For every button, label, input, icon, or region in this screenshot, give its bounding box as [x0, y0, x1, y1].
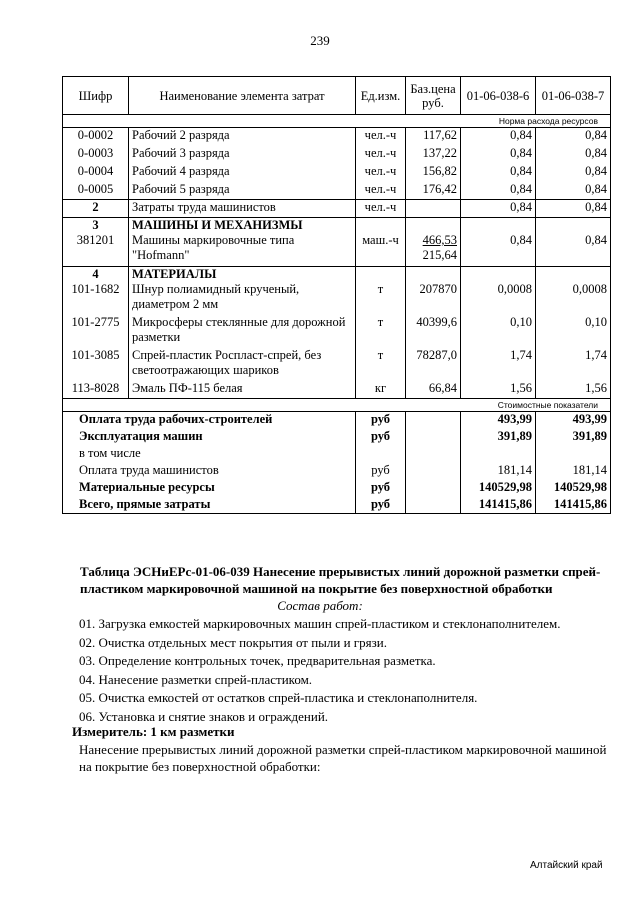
total-value-1: 391,89 [461, 429, 536, 446]
row-code: 381201 [63, 233, 129, 266]
row-value-2: 0,10 [536, 315, 611, 348]
list-item: 03. Определение контрольных точек, предварительная разметка. [79, 653, 436, 669]
section-code: 4 [63, 266, 129, 282]
total-value-2: 140529,98 [536, 480, 611, 497]
row-value-1: 0,84 [461, 200, 536, 218]
section-description: Нанесение прерывистых линий дорожной разметки спрей-пластиком маркировочной машиной на покрытие без поверхностной обработки: [79, 742, 607, 774]
row-price: 40399,6 [406, 315, 461, 348]
total-row [63, 412, 611, 429]
row-price-cell [406, 233, 461, 266]
table-row [63, 315, 611, 348]
row-value-2: 0,84 [536, 128, 611, 146]
row-unit: т [356, 348, 406, 381]
row-code: 0-0004 [63, 164, 129, 182]
row-price: 156,82 [406, 164, 461, 182]
row-value-2: 0,0008 [536, 282, 611, 315]
total-unit: руб [356, 480, 406, 497]
total-row [63, 480, 611, 497]
row-price: 176,42 [406, 182, 461, 200]
works-list [79, 615, 609, 727]
row-price: 66,84 [406, 381, 461, 399]
cost-band-label: Стоимостные показатели [63, 399, 611, 412]
row-value-2: 0,84 [536, 200, 611, 218]
row-unit: кг [356, 381, 406, 399]
row-unit: чел.-ч [356, 128, 406, 146]
footer-region: Алтайский край [530, 860, 603, 871]
row-name: Рабочий 5 разряда [129, 182, 356, 200]
list-item: 05. Очистка емкостей от остатков спрей-пластика и стеклонаполнителя. [79, 690, 478, 706]
row-value-1: 0,84 [461, 128, 536, 146]
table-row [63, 233, 611, 266]
row-name: Рабочий 4 разряда [129, 164, 356, 182]
row-unit: маш.-ч [356, 233, 406, 266]
row-value-1: 0,84 [461, 164, 536, 182]
norm-band-label: Норма расхода ресурсов [63, 115, 611, 128]
total-unit: руб [356, 497, 406, 514]
row-price-secondary: 215,64 [422, 248, 457, 262]
row-name: Рабочий 2 разряда [129, 128, 356, 146]
table-section-row [63, 218, 611, 234]
row-value-2: 0,84 [536, 182, 611, 200]
row-name: Шнур полиамидный крученый, диаметром 2 мм [129, 282, 356, 315]
row-unit: чел.-ч [356, 164, 406, 182]
cost-band-row [63, 399, 611, 412]
row-value-1: 0,10 [461, 315, 536, 348]
table-row [63, 282, 611, 315]
row-code: 0-0005 [63, 182, 129, 200]
total-value-2 [536, 446, 611, 463]
total-value-1: 181,14 [461, 463, 536, 480]
table-section-row [63, 266, 611, 282]
row-value-1: 1,56 [461, 381, 536, 399]
total-name: Оплата труда машинистов [63, 463, 356, 480]
row-code: 101-3085 [63, 348, 129, 381]
row-price: 466,53 [422, 233, 457, 247]
row-price: 78287,0 [406, 348, 461, 381]
header-unit: Ед.изм. [356, 77, 406, 115]
list-item: 04. Нанесение разметки спрей-пластиком. [79, 671, 313, 687]
table-row [63, 128, 611, 146]
table-row [63, 200, 611, 218]
row-code: 113-8028 [63, 381, 129, 399]
header-col-1: 01-06-038-6 [461, 77, 536, 115]
row-code: 0-0002 [63, 128, 129, 146]
total-unit [356, 446, 406, 463]
header-col-2: 01-06-038-7 [536, 77, 611, 115]
total-value-1: 140529,98 [461, 480, 536, 497]
list-item: 02. Очистка отдельных мест покрытия от пыли и грязи. [79, 634, 387, 650]
total-value-2: 141415,86 [536, 497, 611, 514]
row-name: Эмаль ПФ-115 белая [129, 381, 356, 399]
norm-band-row [63, 115, 611, 128]
row-value-1: 0,84 [461, 233, 536, 266]
row-value-1: 0,84 [461, 146, 536, 164]
section-title: Таблица ЭСНиЕРс-01-06-039 Нанесение прерывистых линий дорожной разметки спрей-пластиком маркировочной машиной на покрытие без поверхностной обработки [80, 564, 601, 596]
row-name: Машины маркировочные типа "Hofmann" [129, 233, 356, 266]
row-code: 101-2775 [63, 315, 129, 348]
row-price: 117,62 [406, 128, 461, 146]
row-price: 137,22 [406, 146, 461, 164]
total-value-2: 493,99 [536, 412, 611, 429]
row-value-1: 1,74 [461, 348, 536, 381]
total-row [63, 463, 611, 480]
row-name: Микросферы стеклянные для дорожной разметки [129, 315, 356, 348]
row-value-1: 0,84 [461, 182, 536, 200]
total-value-1: 141415,86 [461, 497, 536, 514]
total-unit: руб [356, 429, 406, 446]
row-name: Спрей-пластик Роспласт-спрей, без светоотражающих шариков [129, 348, 356, 381]
row-value-2: 0,84 [536, 164, 611, 182]
table-row [63, 164, 611, 182]
page-number: 239 [310, 33, 330, 48]
table-header-row [63, 77, 611, 115]
total-value-2: 391,89 [536, 429, 611, 446]
total-row [63, 429, 611, 446]
total-unit: руб [356, 463, 406, 480]
row-code: 0-0003 [63, 146, 129, 164]
table-row [63, 146, 611, 164]
row-unit: чел.-ч [356, 182, 406, 200]
row-name: Затраты труда машинистов [129, 200, 356, 218]
total-value-1 [461, 446, 536, 463]
row-unit: т [356, 282, 406, 315]
measure-unit: Измеритель: 1 км разметки [72, 724, 235, 739]
table-row [63, 182, 611, 200]
resource-cost-table [62, 76, 611, 514]
total-value-2: 181,14 [536, 463, 611, 480]
header-price: Баз.цена руб. [406, 77, 461, 115]
row-price: 207870 [406, 282, 461, 315]
row-unit: т [356, 315, 406, 348]
row-value-1: 0,0008 [461, 282, 536, 315]
total-row [63, 446, 611, 463]
header-name: Наименование элемента затрат [129, 77, 356, 115]
row-code: 2 [63, 200, 129, 218]
total-name: Материальные ресурсы [63, 480, 356, 497]
total-value-1: 493,99 [461, 412, 536, 429]
row-price [406, 200, 461, 218]
row-name: Рабочий 3 разряда [129, 146, 356, 164]
table-row [63, 348, 611, 381]
list-item: 01. Загрузка емкостей маркировочных машин спрей-пластиком и стеклонаполнителем. [79, 616, 561, 631]
total-name: Оплата труда рабочих-строителей [63, 412, 356, 429]
total-name: Всего, прямые затраты [63, 497, 356, 514]
row-unit: чел.-ч [356, 146, 406, 164]
row-value-2: 0,84 [536, 233, 611, 266]
list-item: 06. Установка и снятие знаков и ограждений. [79, 708, 329, 724]
table-row [63, 381, 611, 399]
row-value-2: 1,74 [536, 348, 611, 381]
row-code: 101-1682 [63, 282, 129, 315]
composition-label: Состав работ: [277, 598, 363, 613]
section-title: МАШИНЫ И МЕХАНИЗМЫ [129, 218, 356, 234]
row-unit: чел.-ч [356, 200, 406, 218]
total-name: в том числе [63, 446, 356, 463]
total-name: Эксплуатация машин [63, 429, 356, 446]
row-value-2: 1,56 [536, 381, 611, 399]
header-code: Шифр [63, 77, 129, 115]
total-unit: руб [356, 412, 406, 429]
section-title: МАТЕРИАЛЫ [129, 266, 356, 282]
row-value-2: 0,84 [536, 146, 611, 164]
section-code: 3 [63, 218, 129, 234]
total-row [63, 497, 611, 514]
